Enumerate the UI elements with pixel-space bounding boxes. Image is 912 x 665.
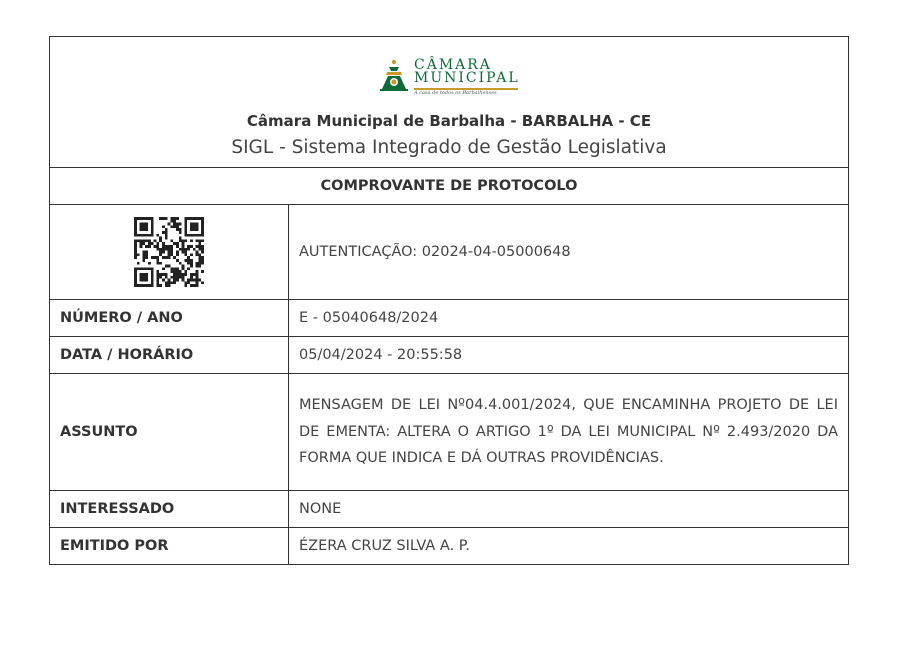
authentication-code: AUTENTICAÇÃO: 02024-04-05000648 xyxy=(299,244,571,260)
field-label: EMITIDO POR xyxy=(50,528,289,564)
field-value: ÉZERA CRUZ SILVA A. P. xyxy=(299,538,470,554)
camara-logo xyxy=(378,57,528,97)
logo-line-1: CÂMARA xyxy=(414,57,492,73)
field-row-interessado xyxy=(50,491,848,528)
logo-emblem-icon xyxy=(378,59,408,93)
field-row-numero xyxy=(50,300,848,337)
field-value: 05/04/2024 - 20:55:58 xyxy=(299,347,463,363)
field-row-data xyxy=(50,337,848,374)
field-row-assunto xyxy=(50,374,848,491)
field-label: DATA / HORÁRIO xyxy=(50,337,289,373)
logo-line-2: MUNICIPAL xyxy=(414,70,520,86)
field-value: NONE xyxy=(299,501,342,517)
field-value xyxy=(289,374,848,490)
document-title: COMPROVANTE DE PROTOCOLO xyxy=(50,168,848,205)
assunto-text: MENSAGEM DE LEI Nº04.4.001/2024, QUE ENCAMINHA PROJETO DE LEI DE EMENTA: ALTERA O ARTIGO 1º DA LEI MUNICIPAL Nº 2.493/2020 DA FORMA QUE INDICA E DÁ OUTRAS PROVIDÊNCIAS. xyxy=(299,397,838,467)
field-label: ASSUNTO xyxy=(50,374,289,490)
logo-tagline: A casa de todos os Barbalhenses xyxy=(414,90,497,96)
field-label: NÚMERO / ANO xyxy=(50,300,289,336)
field-row-emitido xyxy=(50,528,848,564)
qr-cell xyxy=(50,205,289,299)
system-name: SIGL - Sistema Integrado de Gestão Legislativa xyxy=(231,137,667,158)
authentication-row xyxy=(50,205,848,300)
field-label: INTERESSADO xyxy=(50,491,289,527)
protocol-receipt xyxy=(49,36,849,565)
field-value: E - 05040648/2024 xyxy=(299,310,439,326)
qr-code-icon xyxy=(134,217,204,287)
organization-name: Câmara Municipal de Barbalha - BARBALHA - CE xyxy=(246,112,652,130)
document-header xyxy=(50,37,848,168)
